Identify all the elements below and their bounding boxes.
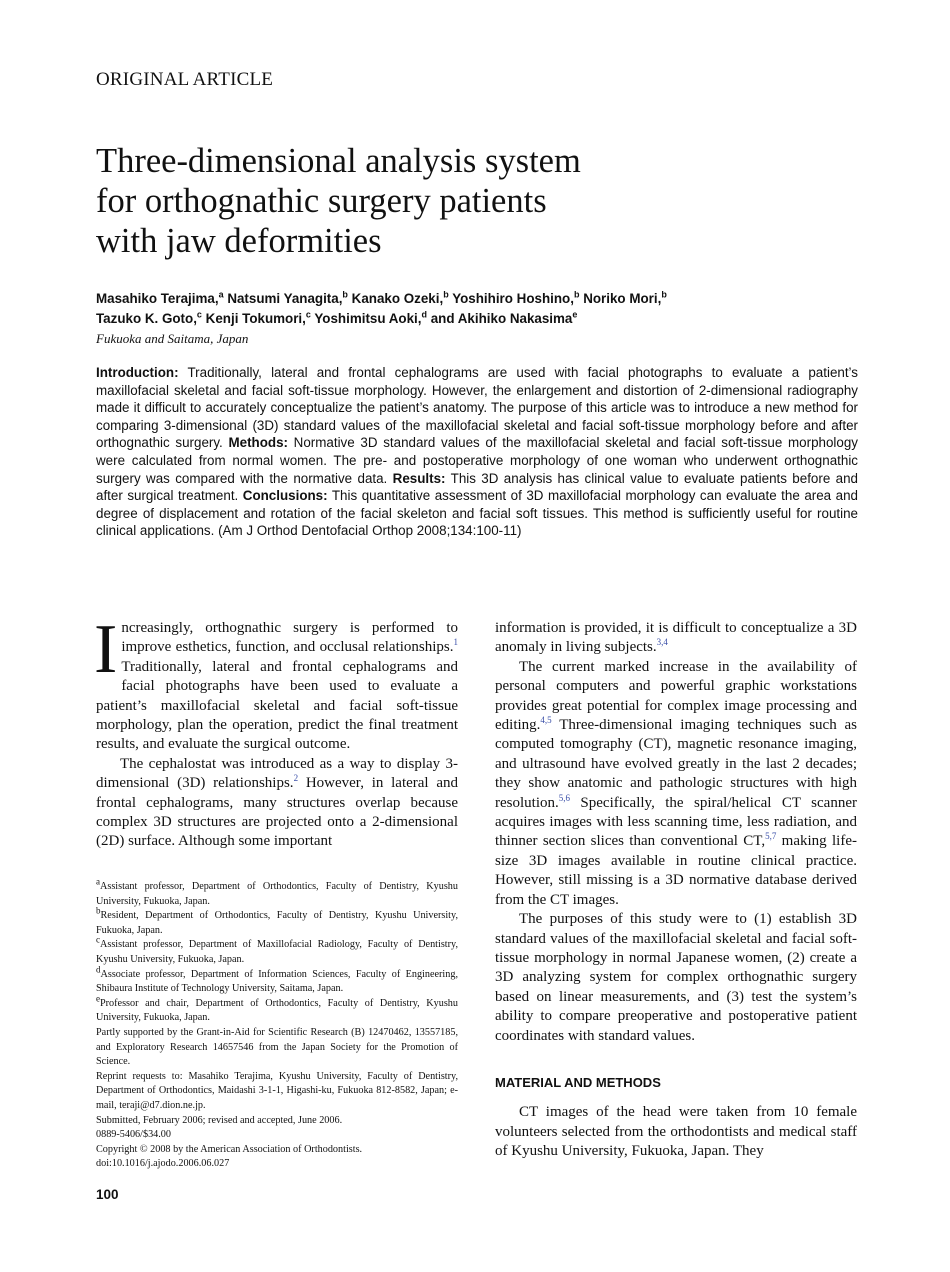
- body-paragraph: [495, 658, 857, 910]
- author-name: Kanako Ozeki,: [351, 291, 444, 306]
- abstract-results-label: Results:: [392, 470, 446, 486]
- author-name: Tazuko K. Goto,: [96, 311, 197, 326]
- title-line-3: with jaw deformities: [96, 222, 382, 260]
- citation-link[interactable]: 2: [293, 773, 299, 784]
- footnote-text: Assistant professor, Department of Orthodontics, Faculty of Dentistry, Kyushu University, Fukuoka, Japan.: [96, 881, 458, 907]
- body-paragraph: [96, 755, 458, 852]
- footnote-a: [96, 876, 458, 909]
- article-title: [96, 141, 816, 261]
- section-heading: MATERIAL AND METHODS: [495, 1074, 661, 1090]
- body-text: ncreasingly, orthognathic surgery is performed to improve esthetics, function, and occlusal relationships.: [121, 620, 458, 656]
- title-line-1: Three-dimensional analysis system: [96, 142, 581, 180]
- author-list: [96, 289, 856, 329]
- abstract-results: This 3D analysis has clinical value to evaluate patients before and after surgical treatment.: [96, 470, 858, 504]
- author-line-1: [96, 289, 856, 309]
- funding-note: Partly supported by the Grant-in-Aid for Scientific Research (B) 12470462, 13557185, and Exploratory Research 14657546 from the Japan Society for the Promotion of Science.: [96, 1026, 458, 1068]
- body-text: The current marked increase in the availability of personal computers and powerful graphic workstations provides great potential for complex image processing and editing.: [495, 658, 857, 734]
- author-affiliation-mark: a: [218, 289, 224, 300]
- abstract: [96, 364, 858, 540]
- body-text: However, in lateral and frontal cephalograms, many structures overlap because complex 3D structures are projected onto a 2-dimensional (2D) surface. Although some important: [96, 775, 458, 850]
- author-affiliation-mark: e: [572, 309, 578, 320]
- footnote-text: Professor and chair, Department of Orthodontics, Faculty of Dentistry, Kyushu University, Fukuoka, Japan.: [96, 997, 458, 1024]
- body-text: Traditionally, lateral and frontal cephalograms and facial photographs have been used to evaluate a patient’s maxillofacial skeletal and facial soft-tissue morphology, plan the operation, predict the final treatment results, and evaluate the surgical outcome.: [96, 658, 458, 753]
- author-affiliation-mark: c: [196, 309, 202, 320]
- author-affiliation-mark: b: [661, 289, 667, 300]
- footnote-mark: e: [96, 993, 100, 1004]
- footnote-text: Assistant professor, Department of Maxillofacial Radiology, Faculty of Dentistry, Kyushu University, Fukuoka, Japan.: [96, 939, 458, 965]
- author-name: and Akihiko Nakasima: [430, 311, 573, 326]
- author-affiliation-mark: b: [443, 289, 449, 300]
- footnote-mark: b: [96, 905, 101, 916]
- reprint-note: Reprint requests to: Masahiko Terajima, Kyushu University, Faculty of Dentistry, Department of Orthodontics, Maidashi 3-1-1, Higashi-ku, Fukuoka 812-8582, Japan; e-mail, teraji@d7.dion.ne.jp.: [96, 1070, 458, 1111]
- abstract-introduction-label: Introduction:: [96, 365, 179, 380]
- footnote-mark: d: [96, 964, 101, 975]
- doi-link[interactable]: doi:10.1016/j.ajodo.2006.06.027: [96, 1158, 230, 1170]
- issn-price: 0889-5406/$34.00: [96, 1129, 171, 1141]
- body-column-left: [94, 611, 458, 852]
- author-affiliation-mark: c: [305, 309, 311, 320]
- footnote-mark: c: [96, 934, 100, 945]
- author-affiliation-mark: d: [421, 309, 427, 320]
- author-affiliation-mark: b: [342, 289, 348, 300]
- body-text: The cephalostat was introduced as a way to display 3-dimensional (3D) relationships.: [96, 755, 458, 792]
- abstract-conclusions-label: Conclusions:: [242, 488, 328, 504]
- abstract-conclusions: This quantitative assessment of 3D maxillofacial morphology can evaluate the area and degree of displacement and rotation of the facial skeleton and facial soft tissues. This method is sufficiently useful for routine clinical applications. (Am J Orthod Dentofacial Orthop 2008;134:100-11): [96, 488, 858, 539]
- abstract-methods-label: Methods:: [228, 435, 288, 451]
- footnotes: [96, 876, 458, 1172]
- body-paragraph: [94, 611, 458, 755]
- citation-link[interactable]: 1: [453, 637, 458, 648]
- author-name: Yoshihiro Hoshino,: [452, 291, 574, 306]
- body-column-right: [495, 619, 857, 1162]
- footnote-e: [96, 993, 458, 1026]
- body-text: information is provided, it is difficult to conceptualize a 3D anomaly in living subjects.: [495, 620, 857, 656]
- citation-link[interactable]: 5,7: [765, 831, 777, 842]
- footnote-c: [96, 934, 458, 967]
- citation-link[interactable]: 3,4: [656, 637, 668, 648]
- body-text: making life-size 3D images available in routine clinical practice. However, still missing is a 3D normative database derived from the CT images.: [495, 833, 857, 908]
- author-name: Masahiko Terajima,: [96, 291, 219, 306]
- author-line-2: [96, 309, 856, 329]
- author-name: Noriko Mori,: [583, 291, 662, 306]
- page-number: 100: [96, 1187, 119, 1202]
- citation-link[interactable]: 5,6: [558, 792, 570, 803]
- author-name: Kenji Tokumori,: [205, 311, 306, 326]
- author-name: Natsumi Yanagita,: [227, 291, 343, 306]
- abstract-introduction: Traditionally, lateral and frontal cephalograms are used with facial photographs to evaluate a patient’s maxillofacial skeletal and facial soft-tissue morphology. However, the enlargement and distortion of 2-dimensional radiography made it difficult to accurately conceptualize the patient’s anatomy. The purpose of this article was to introduce a new method for comparing 3-dimensional (3D) standard values of the maxillofacial skeletal and facial soft-tissue morphology before and after orthognathic surgery.: [96, 365, 858, 451]
- footnote-d: [96, 964, 458, 997]
- abstract-methods: Normative 3D standard values of the maxillofacial skeletal and facial soft-tissue morphology were calculated from normal women. The pre- and postoperative morphology of one woman who underwent orthognathic surgery was compared with the normative data.: [96, 435, 858, 486]
- body-paragraph: CT images of the head were taken from 10 female volunteers selected from the orthodontists and medical staff of Kyushu University, Fukuoka, Japan. They: [495, 1104, 857, 1160]
- body-text: Three-dimensional imaging techniques such as computed tomography (CT), magnetic resonance imaging, and ultrasound have evolved greatly in the last 2 decades; they show anatomic and pathologic structures with high resolution.: [495, 717, 857, 811]
- title-line-2: for orthognathic surgery patients: [96, 182, 547, 220]
- citation-link[interactable]: 4,5: [540, 715, 552, 726]
- submission-dates: Submitted, February 2006; revised and accepted, June 2006.: [96, 1114, 343, 1126]
- author-name: Yoshimitsu Aoki,: [314, 311, 422, 326]
- footnote-text: Associate professor, Department of Information Sciences, Faculty of Engineering, Shibaura Institute of Technology University, Saitama, Japan.: [96, 968, 458, 995]
- author-affiliation-mark: b: [573, 289, 580, 300]
- footnote-mark: a: [96, 876, 100, 887]
- footnote-b: [96, 905, 458, 938]
- body-paragraph: The purposes of this study were to (1) establish 3D standard values of the maxillofacial skeletal and facial soft-tissue morphology in normal Japanese women, (2) create a 3D analyzing system for complex orthognathic surgery based on linear measurements, and (3) test the system’s ability to compare preoperative and postoperative patient coordinates with standard values.: [495, 911, 857, 1044]
- body-text: Specifically, the spiral/helical CT scanner acquires images with less scanning time, less radiation, and thinner section slices than conventional CT,: [495, 794, 857, 850]
- copyright-note: Copyright © 2008 by the American Association of Orthodontists.: [96, 1143, 363, 1155]
- section-label: ORIGINAL ARTICLE: [96, 69, 274, 90]
- body-paragraph: [495, 619, 857, 658]
- author-location: Fukuoka and Saitama, Japan: [96, 331, 249, 346]
- drop-cap: I: [94, 611, 118, 688]
- footnote-text: Resident, Department of Orthodontics, Faculty of Dentistry, Kyushu University, Fukuoka, Japan.: [96, 910, 458, 936]
